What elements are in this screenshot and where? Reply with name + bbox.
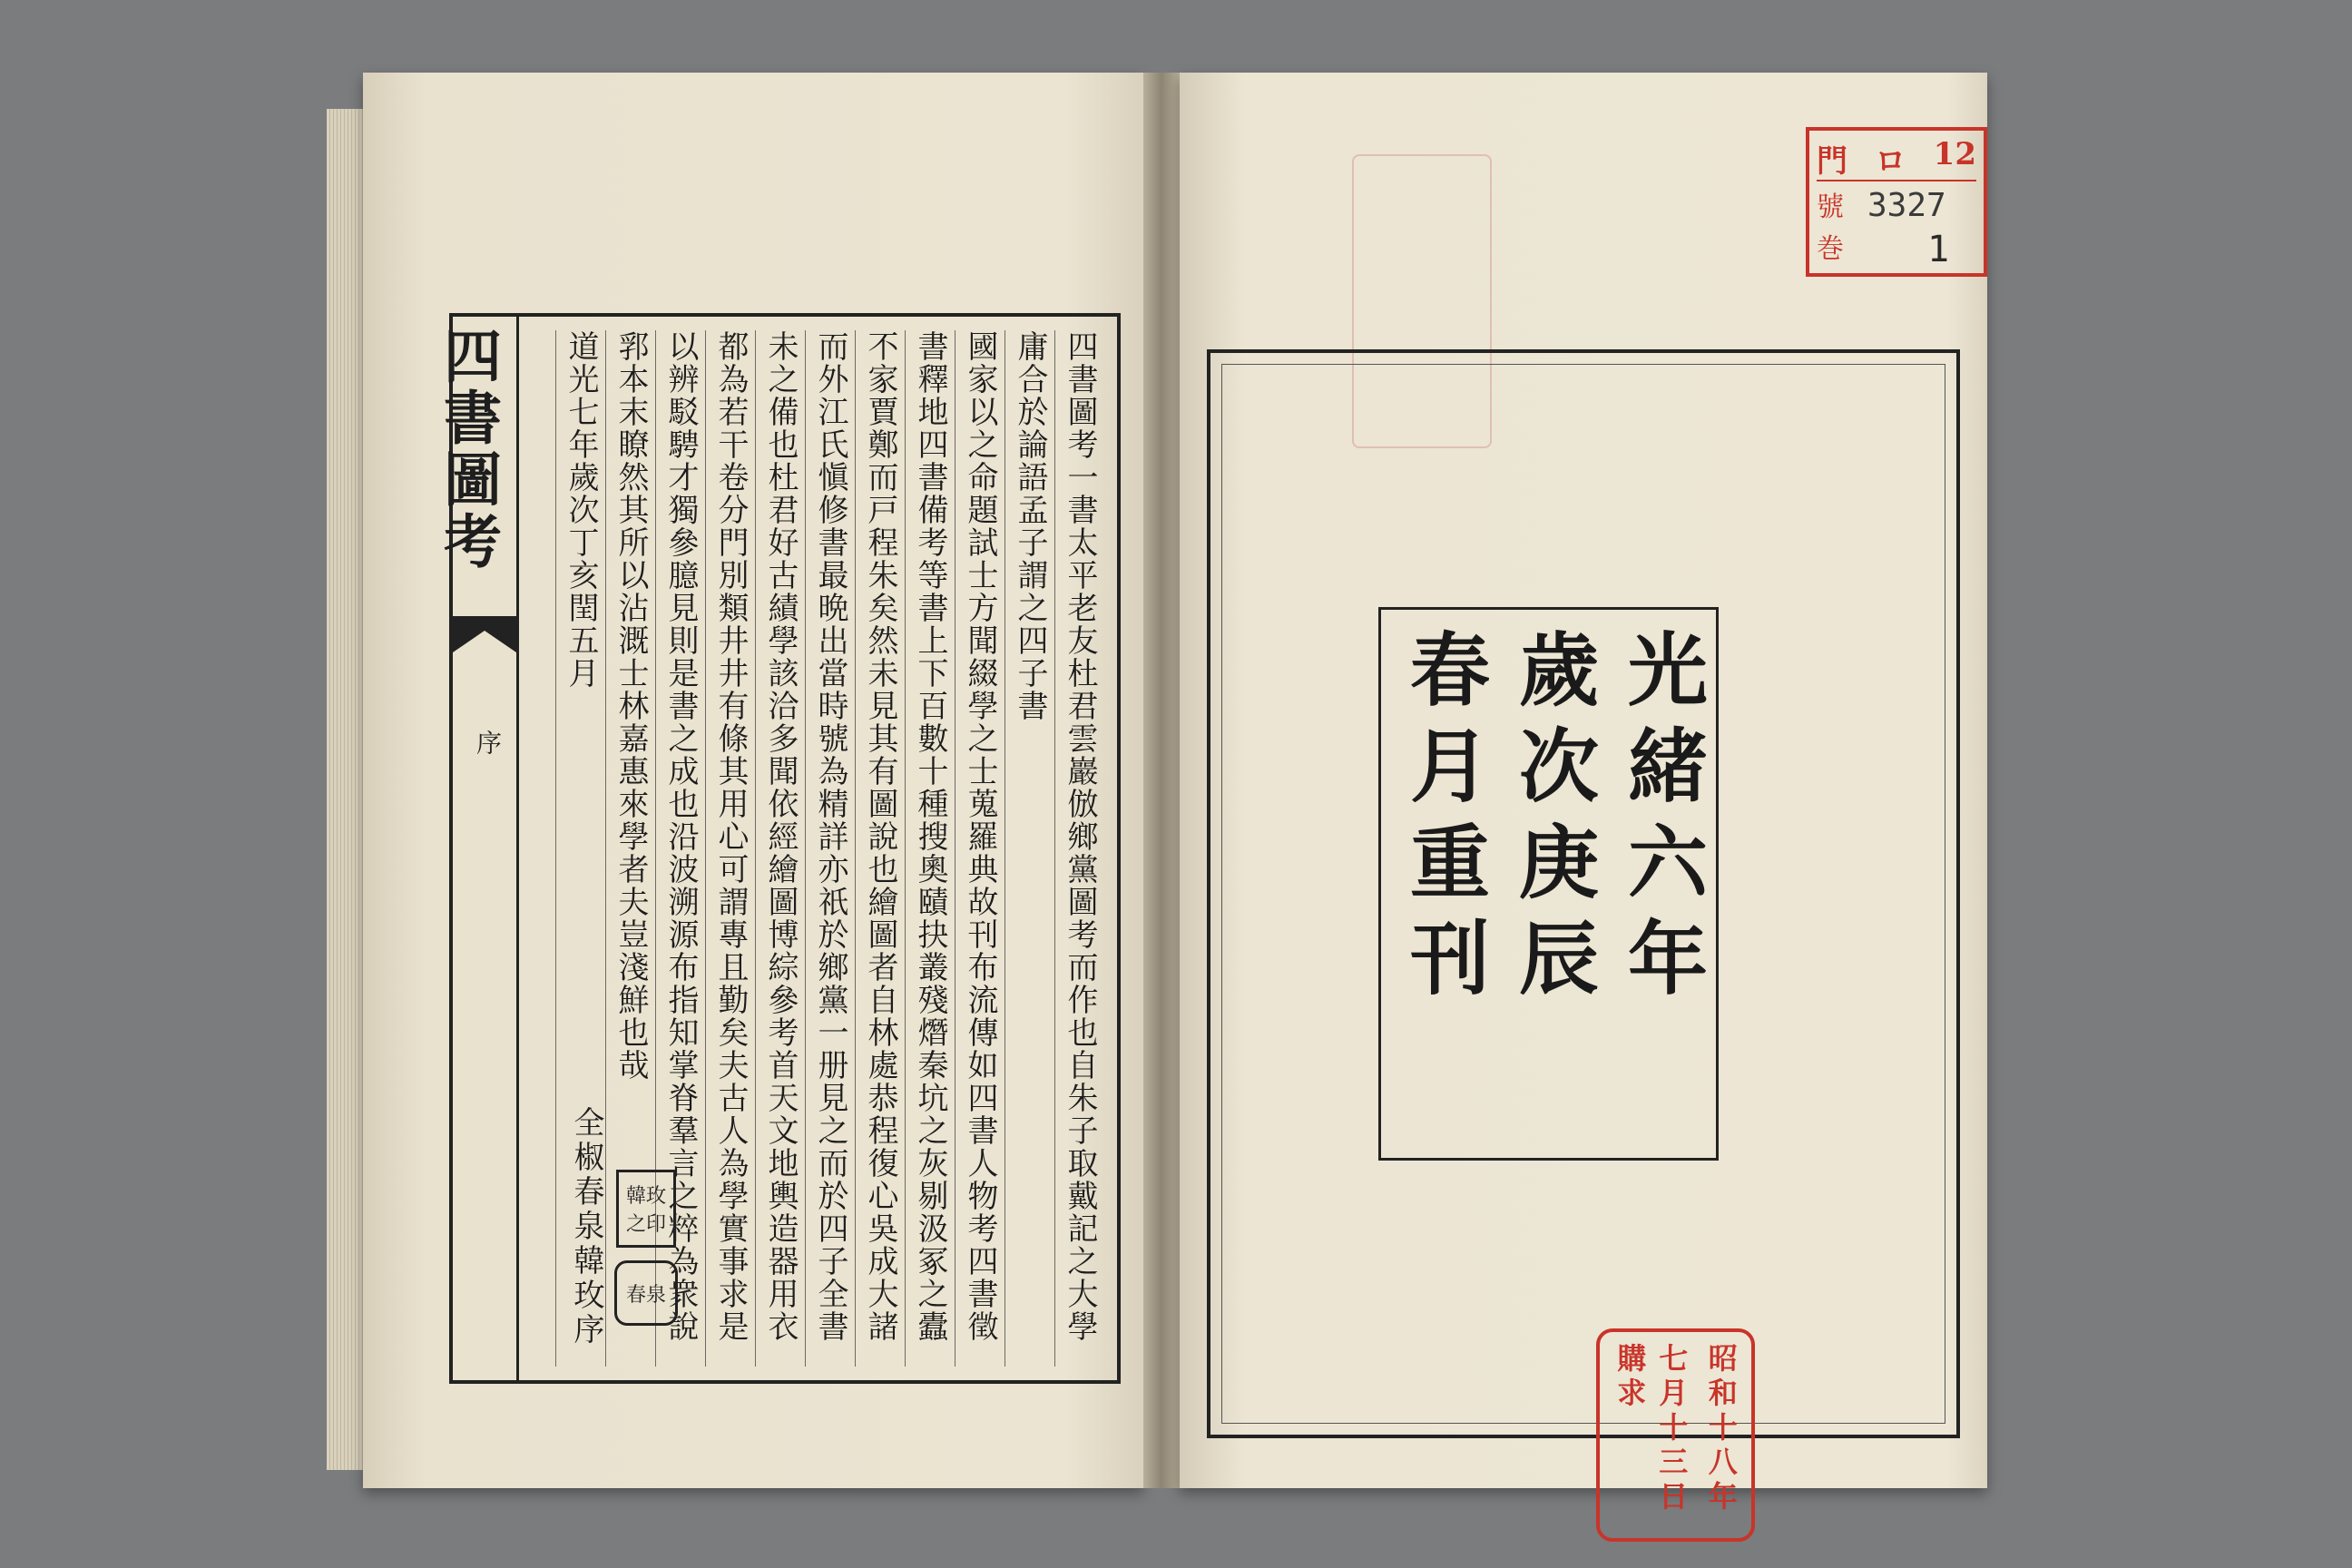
stamp-label: 12 [1933, 136, 1976, 172]
stamp-label: 門 [1817, 143, 1847, 180]
signature: 全椒春泉韓玫序 [568, 1106, 604, 1348]
stamp-label: ロ [1875, 143, 1906, 180]
seal-script-column: 歲次庚辰 [1506, 628, 1601, 1013]
call-number: 3327 [1867, 187, 1946, 224]
volume-number: 1 [1927, 229, 1950, 270]
seal-stamp: 韓玫之印 [616, 1170, 676, 1248]
text-column: 而外江氏愼修書最晩出當時號為精詳亦祇於鄉黨一册見之而於四子全書 [805, 330, 855, 1367]
date-stamp-line: 昭和十八年 [1703, 1343, 1739, 1515]
text-column: 道光七年歲次丁亥閏五月 [555, 330, 605, 1367]
text-column: 都為若干卷分門別類井井有條其用心可謂專且勤矣夫古人為學實事求是 [705, 330, 755, 1367]
text-column: 郛本末瞭然其所以沾溉士林嘉惠來學者夫豈淺鮮也哉 [605, 330, 655, 1367]
acquisition-date-stamp [1596, 1328, 1755, 1542]
left-text-frame [434, 313, 1121, 1384]
text-column: 未之備也杜君好古績學該洽多聞依經繪圖博綜參考首天文地輿造器用衣 [755, 330, 805, 1367]
text-column: 不家賈鄭而戸程朱矣然未見其有圖說也繪圖者自林處恭程復心吳成大諸 [855, 330, 905, 1367]
seal-script-column: 春月重刊 [1397, 628, 1492, 1013]
fish-tail-mark [453, 616, 516, 652]
book-title: 四書圖考 [434, 326, 502, 573]
section-mark: 序 [473, 730, 503, 755]
date-stamp-line: 七月十三日購求 [1612, 1343, 1690, 1515]
text-column: 以辨駁騁才獨參臆見則是書之成也沿波溯源布指知掌脊羣言之粹為衆說 [655, 330, 705, 1367]
page-edges [327, 109, 363, 1470]
left-page [363, 73, 1143, 1488]
seal-script-column: 光緒六年 [1615, 628, 1710, 1013]
right-page [1180, 73, 1987, 1515]
book-gutter [1143, 73, 1180, 1488]
open-book [309, 73, 2005, 1515]
text-column: 四書圖考一書太平老友杜君雲巖倣鄉黨圖考而作也自朱子取戴記之大學 [1054, 330, 1104, 1367]
text-column: 庸合於論語孟子謂之四子書 [1004, 330, 1054, 1367]
text-column: 書釋地四書備考等書上下百數十種搜奧賾抉叢殘熸秦坑之灰剔汲冢之蠹 [905, 330, 955, 1367]
seal-script-box [1378, 607, 1719, 1161]
stamp-label: 號 [1817, 191, 1844, 223]
text-column: 國家以之命題試士方聞綴學之士蒐羅典故刊布流傳如四書人物考四書徵 [955, 330, 1004, 1367]
title-page-frame [1207, 349, 1960, 1515]
library-stamp [1806, 127, 1987, 277]
stamp-label: 巻 [1817, 233, 1844, 265]
margin-column [434, 317, 519, 1380]
seal-stamp: 春泉 [614, 1260, 678, 1326]
